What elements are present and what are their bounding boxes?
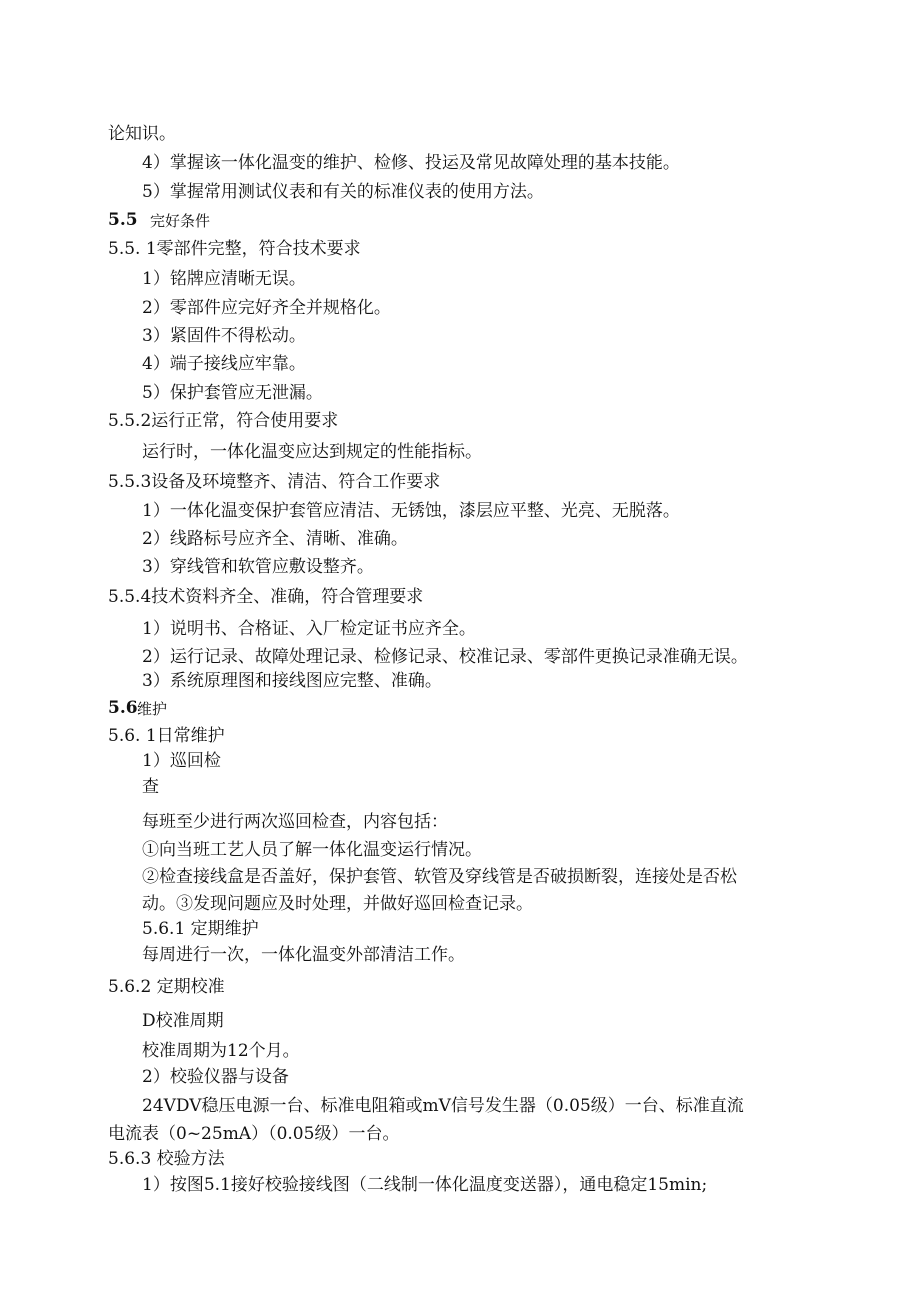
subsection-heading: 5.6. 1日常维护 (108, 726, 225, 746)
paragraph: 运行时，一体化温变应达到规定的性能指标。 (142, 442, 482, 462)
list-item: 4）端子接线应牢靠。 (142, 354, 306, 374)
list-item: 1）按图5.1接好校验接线图（二线制一体化温度变送器），通电稳定15min; (142, 1175, 708, 1195)
paragraph: 电流表（0~25mA）（0.05级）一台。 (108, 1124, 400, 1144)
list-item: 2）线路标号应齐全、清晰、准确。 (142, 529, 408, 549)
subsection-heading: 5.5.4技术资料齐全、准确，符合管理要求 (108, 587, 424, 607)
list-item: D校准周期 (142, 1011, 224, 1031)
subsection-heading: 5.6.2 定期校准 (108, 977, 225, 997)
subsection-heading: 5.5.3设备及环境整齐、清洁、符合工作要求 (108, 472, 441, 492)
list-item: 5）保护套管应无泄漏。 (142, 383, 323, 403)
list-item: 3）系统原理图和接线图应完整、准确。 (142, 671, 442, 691)
paragraph: ①向当班工艺人员了解一体化温变运行情况。 (142, 840, 482, 860)
list-item: 3）穿线管和软管应敷设整齐。 (142, 557, 374, 577)
list-item: 2）零部件应完好齐全并规格化。 (142, 298, 391, 318)
list-item: 1）巡回检 (142, 751, 221, 771)
paragraph: 每班至少进行两次巡回检查，内容包括： (142, 812, 448, 832)
section-number: 5.5 (108, 210, 138, 230)
paragraph: 校准周期为12个月。 (142, 1041, 300, 1061)
section-heading: 完好条件 (150, 212, 211, 230)
paragraph: 每周进行一次，一体化温变外部清洁工作。 (142, 945, 465, 965)
paragraph: 动。③发现问题应及时处理，并做好巡回检查记录。 (142, 894, 533, 914)
section-number: 5.6 (108, 698, 138, 718)
list-item: 5）掌握常用测试仪表和有关的标准仪表的使用方法。 (142, 182, 544, 202)
subsection-heading: 5.5.2运行正常，符合使用要求 (108, 411, 339, 431)
paragraph: 24VDV稳压电源一台、标准电阻箱或mV信号发生器（0.05级）一台、标准直流 (142, 1096, 744, 1116)
list-item: 2）校验仪器与设备 (142, 1067, 289, 1087)
list-item: 1）铭牌应清晰无误。 (142, 269, 306, 289)
list-item: 1）说明书、合格证、入厂检定证书应齐全。 (142, 619, 476, 639)
list-item: 4）掌握该一体化温变的维护、检修、投运及常见故障处理的基本技能。 (142, 153, 680, 173)
list-item: 2）运行记录、故障处理记录、检修记录、校准记录、零部件更换记录准确无误。 (142, 647, 748, 667)
text-line: 论知识。 (108, 124, 176, 144)
subsection-heading: 5.5. 1零部件完整，符合技术要求 (108, 239, 361, 259)
list-item: 1）一体化温变保护套管应清洁、无锈蚀，漆层应平整、光亮、无脱落。 (142, 501, 680, 521)
list-item: 3）紧固件不得松动。 (142, 326, 306, 346)
paragraph: ②检查接线盒是否盖好，保护套管、软管及穿线管是否破损断裂，连接处是否松 (142, 867, 737, 887)
list-item-continuation: 查 (142, 777, 159, 797)
section-heading: 维护 (137, 700, 168, 718)
subsection-heading: 5.6.3 校验方法 (108, 1149, 225, 1169)
subsection-heading: 5.6.1 定期维护 (142, 919, 259, 939)
